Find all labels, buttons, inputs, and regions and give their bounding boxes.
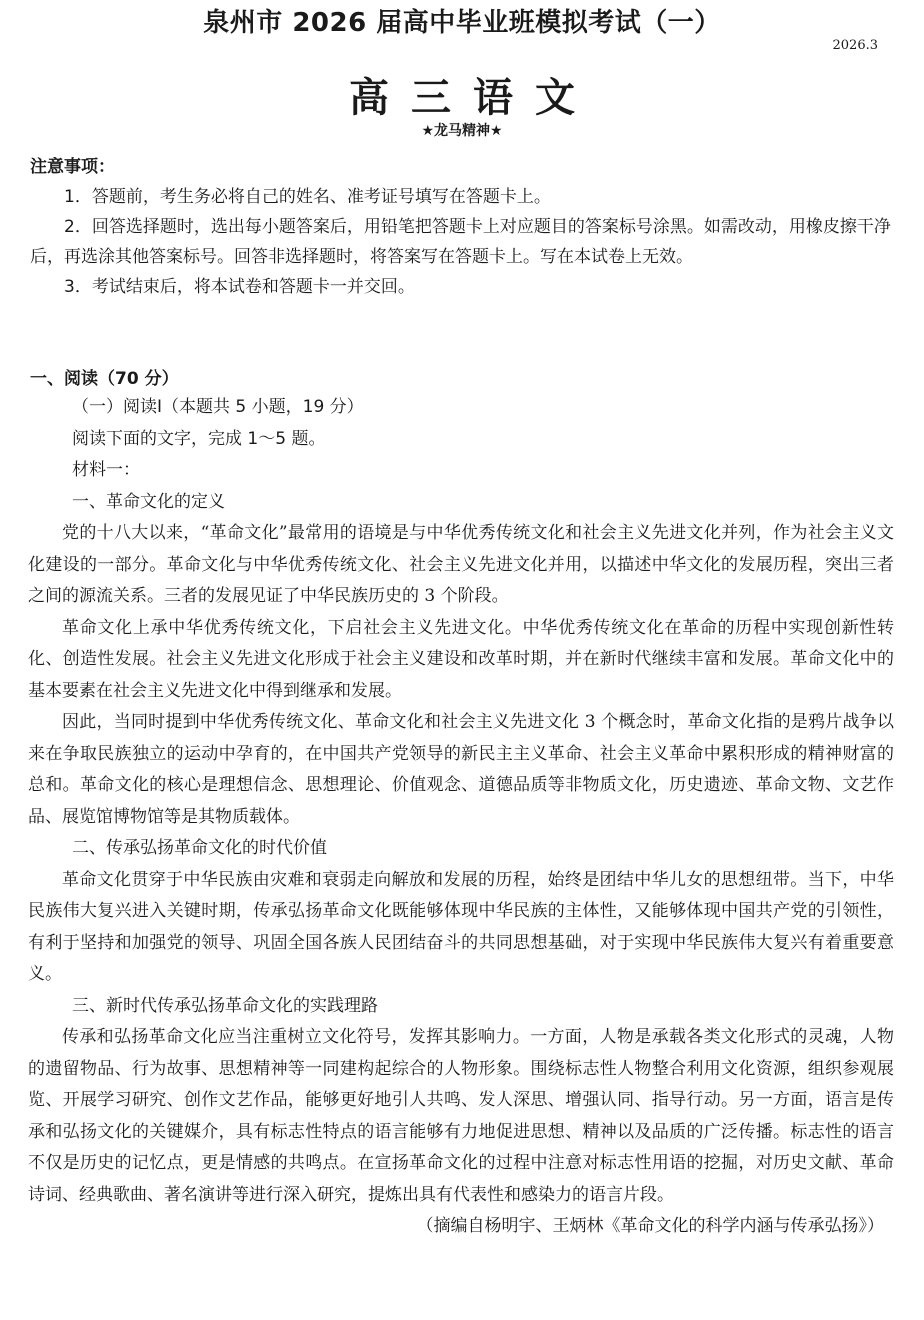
subsection-heading: （一）阅读Ⅰ（本题共 5 小题，19 分） xyxy=(72,397,364,417)
notice-section xyxy=(30,152,892,302)
paragraph: 党的十八大以来，“革命文化”最常用的语境是与中华优秀传统文化和社会主义先进文化并列，作为社会主义文化建设的一部分。革命文化与中华优秀传统文化、社会主义先进文化并用，以描述中华文化的发展历程，突出三者之间的源流关系。三者的发展见证了中华民族历史的 3 个阶段。 xyxy=(28,523,894,606)
paragraph: 因此，当同时提到中华优秀传统文化、革命文化和社会主义先进文化 3 个概念时，革命文化指的是鸦片战争以来在争取民族独立的运动中孕育的，在中国共产党领导的新民主主义革命、社会主义革命中累积形成的精神财富的总和。革命文化的核心是理想信念、思想理论、价值观念、道德品质等非物质文化，历史遗迹、革命文物、文艺作品、展览馆博物馆等是其物质载体。 xyxy=(28,712,894,827)
reading-section xyxy=(28,392,894,1243)
notice-heading: 注意事项： xyxy=(30,157,115,177)
paragraph: 传承和弘扬革命文化应当注重树立文化符号，发挥其影响力。一方面，人物是承载各类文化形式的灵魂，人物的遗留物品、行为故事、思想精神等一同建构起综合的人物形象。围绕标志性人物整合利用文化资源，组织参观展览、开展学习研究、创作文艺作品，能够更好地引人共鸣、发人深思、增强认同、指导行动。另一方面，语言是传承和弘扬文化的关键媒介，具有标志性特点的语言能够有力地促进思想、精神以及品质的广泛传播。标志性的语言不仅是历史的记忆点，更是情感的共鸣点。在宣扬革命文化的过程中注意对标志性用语的挖掘，对历史文献、革命诗词、经典歌曲、著名演讲等进行深入研究，提炼出具有代表性和感染力的语言片段。 xyxy=(28,1027,894,1205)
exam-title: 泉州市 2026 届高中毕业班模拟考试（一） xyxy=(203,8,721,38)
paragraph: 革命文化贯穿于中华民族由灾难和衰弱走向解放和发展的历程，始终是团结中华儿女的思想纽带。当下，中华民族伟大复兴进入关键时期，传承弘扬革命文化既能够体现中华民族的主体性，又能够体现中国共产党的引领性，有利于坚持和加强党的领导、巩固全国各族人民团结奋斗的共同思想基础，对于实现中华民族伟大复兴有着重要意义。 xyxy=(28,869,894,984)
notice-item: 3．考试结束后，将本试卷和答题卡一并交回。 xyxy=(64,277,415,297)
section-heading: 一、阅读（70 分） xyxy=(30,369,179,389)
part-heading: 二、传承弘扬革命文化的时代价值 xyxy=(72,838,327,858)
subject-title: 高三语文 xyxy=(349,74,597,121)
notice-item: 1．答题前，考生务必将自己的姓名、准考证号填写在答题卡上。 xyxy=(64,187,551,207)
part-heading: 三、新时代传承弘扬革命文化的实践理路 xyxy=(72,995,378,1016)
motto: ★龙马精神★ xyxy=(421,123,503,139)
material-label: 材料一： xyxy=(72,460,140,480)
paragraph: 革命文化上承中华优秀传统文化，下启社会主义先进文化。中华优秀传统文化在革命的历程中实现创新性转化、创造性发展。社会主义先进文化形成于社会主义建设和改革时期，并在新时代继续丰富和发展。革命文化中的基本要素在社会主义先进文化中得到继承和发展。 xyxy=(28,617,894,701)
source-citation: （摘编自杨明宇、王炳林《革命文化的科学内涵与传承弘扬》） xyxy=(416,1216,884,1236)
part-heading: 一、革命文化的定义 xyxy=(72,491,225,512)
notice-item: 2．回答选择题时，选出每小题答案后，用铅笔把答题卡上对应题目的答案标号涂黑。如需改动，用橡皮擦干净后，再选涂其他答案标号。回答非选择题时，将答案写在答题卡上。写在本试卷上无效。 xyxy=(30,217,891,267)
reading-instruction: 阅读下面的文字，完成 1～5 题。 xyxy=(72,428,326,449)
exam-date: 2026.3 xyxy=(832,38,878,53)
